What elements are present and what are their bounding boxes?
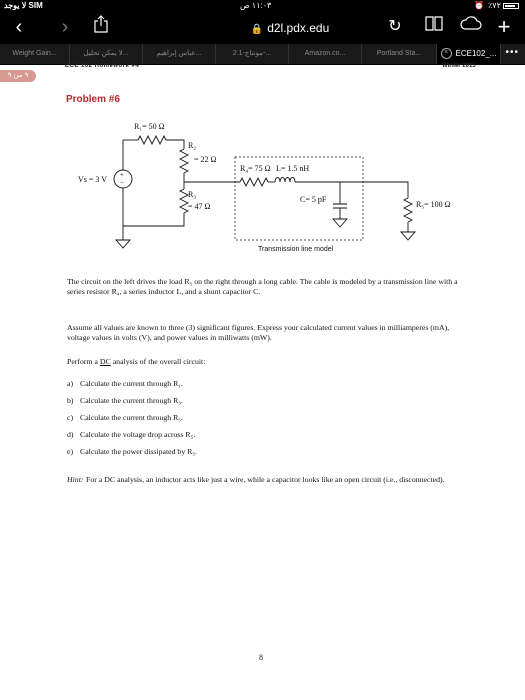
tab-arabic-3[interactable]: مونتاج-2.1-...: [216, 44, 289, 64]
cloud-icon[interactable]: [458, 15, 484, 39]
battery-percent: ٪٧٢: [488, 1, 501, 10]
browser-toolbar: [0, 11, 525, 44]
svg-text:+: +: [120, 171, 124, 179]
reload-icon[interactable]: ↻: [388, 18, 402, 35]
label-c: C= 5 pF: [300, 195, 327, 204]
list-item: d) Calculate the voltage drop across R₅.: [67, 430, 196, 439]
tab-arabic-2[interactable]: عباس إبراهيم...: [143, 44, 216, 64]
paragraph-instruction: [67, 357, 205, 367]
instruction-suffix: analysis of the overall circuit:: [110, 357, 206, 366]
more-tabs-icon[interactable]: •••: [505, 47, 519, 58]
question-list: [67, 379, 197, 464]
instruction-dc: DC: [99, 357, 111, 366]
label-r1: R₁= 50 Ω: [134, 122, 165, 131]
tab-weight-gain[interactable]: Weight Gain...: [0, 44, 70, 64]
label-r5: R₅= 100 Ω: [416, 200, 451, 209]
tab-strip: [0, 44, 525, 65]
label-r2-name: R₂: [188, 141, 197, 150]
clock: ١١:٠٣ ص: [240, 1, 272, 10]
hint-label: Hint:: [67, 475, 84, 484]
close-icon[interactable]: ×: [441, 48, 452, 59]
label-r4: R₄= 75 Ω: [240, 164, 271, 173]
paragraph-assumptions: Assume all values are known to three (3) significant figures. Express your calculated current values in milliamperes (mA), voltage values in volts (V), and power values in milliwatts (mW).: [67, 323, 450, 342]
label-l: L= 1.5 nH: [276, 164, 310, 173]
bookmarks-icon[interactable]: [423, 15, 445, 39]
tab-arabic-1[interactable]: لا يمكن تحليل...: [70, 44, 143, 64]
tab-ece102-label: ECE102_...: [455, 49, 497, 58]
label-vs: Vs = 3 V: [78, 175, 108, 184]
header-left: ECE 102 Homework #4: [65, 63, 140, 69]
paragraph-intro: The circuit on the left drives the load R₅ on the right through a long cable. The cable is modeled by a transmission line with a series resistor R₄, a series inductor L, and a shunt capacitor C.: [67, 277, 458, 296]
tab-ece102[interactable]: [437, 44, 501, 64]
list-item: b) Calculate the current through R₃.: [67, 396, 183, 405]
circuit-diagram: [78, 110, 451, 260]
list-item: c) Calculate the current through R₅.: [67, 413, 183, 422]
label-r2-value: = 22 Ω: [194, 155, 217, 164]
page-number: 8: [259, 653, 263, 662]
hint-text: For a DC analysis, an inductor acts like just a wire, while a capacitor looks like an open circuit (i.e., disconnected).: [86, 475, 445, 484]
new-tab-icon[interactable]: +: [497, 14, 511, 39]
header-right: Winter 2015: [442, 63, 476, 69]
list-item: a) Calculate the current through R₁.: [67, 379, 183, 388]
alarm-icon: ⏰: [474, 1, 484, 10]
transmission-line-label: Transmission line model: [258, 246, 334, 253]
status-bar: [0, 0, 525, 11]
list-item: e) Calculate the power dissipated by R₅.: [67, 447, 198, 456]
url-text: d2l.pdx.edu: [267, 21, 330, 35]
pdf-page: [0, 65, 525, 700]
page-indicator-badge: ٩ من ٩: [0, 70, 36, 82]
forward-icon[interactable]: ›: [61, 16, 69, 38]
svg-text:−: −: [120, 179, 124, 187]
battery-icon: [503, 3, 519, 9]
label-r3-value: = 47 Ω: [188, 202, 211, 211]
lock-icon: 🔒: [250, 24, 264, 35]
instruction-prefix: Perform a: [67, 357, 100, 366]
carrier-label: لا يوجد SIM: [4, 1, 43, 10]
back-icon[interactable]: ‹: [15, 16, 23, 38]
share-icon[interactable]: [90, 15, 112, 39]
problem-title: Problem #6: [66, 94, 120, 105]
tab-amazon[interactable]: Amazon.co...: [289, 44, 362, 64]
tab-portland-state[interactable]: Portland Sta...: [362, 44, 437, 64]
label-r3-name: R₃: [188, 190, 197, 199]
hint-block: [67, 475, 462, 485]
address-bar[interactable]: [165, 18, 415, 38]
